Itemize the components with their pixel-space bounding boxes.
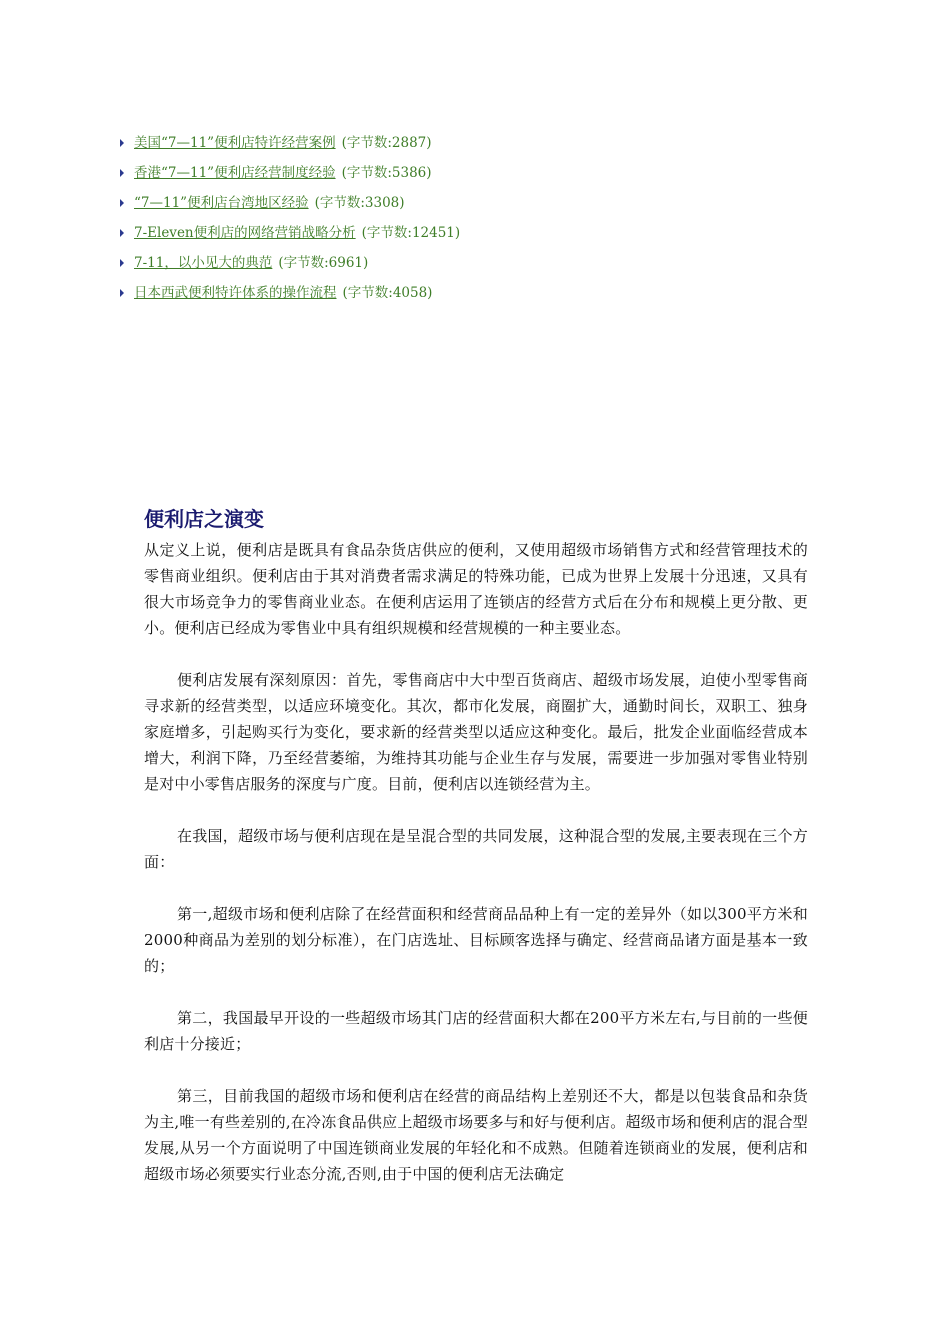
- byte-count: (字节数:6961): [278, 255, 369, 271]
- triangle-bullet-icon: [120, 139, 124, 147]
- article-link[interactable]: 美国“7—11”便利店特许经营案例: [134, 135, 336, 151]
- byte-count: (字节数:12451): [361, 225, 461, 241]
- list-item: [120, 248, 460, 278]
- triangle-bullet-icon: [120, 259, 124, 267]
- article-link[interactable]: 日本西武便利特许体系的操作流程: [134, 285, 337, 301]
- triangle-bullet-icon: [120, 289, 124, 297]
- byte-count: (字节数:3308): [314, 195, 405, 211]
- triangle-bullet-icon: [120, 199, 124, 207]
- article-link[interactable]: 7-11，以小见大的典范: [134, 255, 273, 271]
- triangle-bullet-icon: [120, 229, 124, 237]
- paragraph: 第一,超级市场和便利店除了在经营面积和经营商品品种上有一定的差异外（如以300平方米和2000种商品为差别的划分标准），在门店选址、目标顾客选择与确定、经营商品诸方面是基本一致的；: [144, 905, 808, 975]
- list-item: [120, 128, 460, 158]
- article-title: 便利店之演变: [144, 507, 264, 531]
- byte-count: (字节数:5386): [341, 165, 432, 181]
- list-item: [120, 278, 460, 308]
- related-articles-list: [120, 128, 460, 308]
- triangle-bullet-icon: [120, 169, 124, 177]
- byte-count: (字节数:2887): [341, 135, 432, 151]
- paragraph: 在我国，超级市场与便利店现在是呈混合型的共同发展，这种混合型的发展,主要表现在三个方面：: [144, 827, 808, 871]
- article-link[interactable]: 香港“7—11”便利店经营制度经验: [134, 165, 336, 181]
- paragraph: 便利店发展有深刻原因：首先，零售商店中大中型百货商店、超级市场发展，迫使小型零售商寻求新的经营类型，以适应环境变化。其次，都市化发展，商圈扩大，通勤时间长，双职工、独身家庭增多，引起购买行为变化，要求新的经营类型以适应这种变化。最后，批发企业面临经营成本增大，利润下降，乃至经营萎缩，为维持其功能与企业生存与发展，需要进一步加强对零售业特别是对中小零售店服务的深度与广度。目前，便利店以连锁经营为主。: [144, 671, 808, 793]
- paragraph: 从定义上说，便利店是既具有食品杂货店供应的便利，又使用超级市场销售方式和经营管理技术的零售商业组织。便利店由于其对消费者需求满足的特殊功能，已成为世界上发展十分迅速，又具有很大市场竞争力的零售商业业态。在便利店运用了连锁店的经营方式后在分布和规模上更分散、更小。便利店已经成为零售业中具有组织规模和经营规模的一种主要业态。: [144, 541, 808, 637]
- list-item: [120, 158, 460, 188]
- article-link[interactable]: 7-Eleven便利店的网络营销战略分析: [134, 225, 356, 241]
- paragraph: 第三，目前我国的超级市场和便利店在经营的商品结构上差别还不大，都是以包装食品和杂货为主,唯一有些差别的,在冷冻食品供应上超级市场要多与和好与便利店。超级市场和便利店的混合型发展,从另一个方面说明了中国连锁商业发展的年轻化和不成熟。但随着连锁商业的发展，便利店和超级市场必须要实行业态分流,否则,由于中国的便利店无法确定: [144, 1087, 808, 1183]
- paragraph: 第二，我国最早开设的一些超级市场其门店的经营面积大都在200平方米左右,与目前的一些便利店十分接近；: [144, 1009, 808, 1053]
- article-link[interactable]: “7—11”便利店台湾地区经验: [134, 195, 309, 211]
- list-item: [120, 188, 460, 218]
- list-item: [120, 218, 460, 248]
- byte-count: (字节数:4058): [342, 285, 433, 301]
- article-body: [144, 505, 808, 1187]
